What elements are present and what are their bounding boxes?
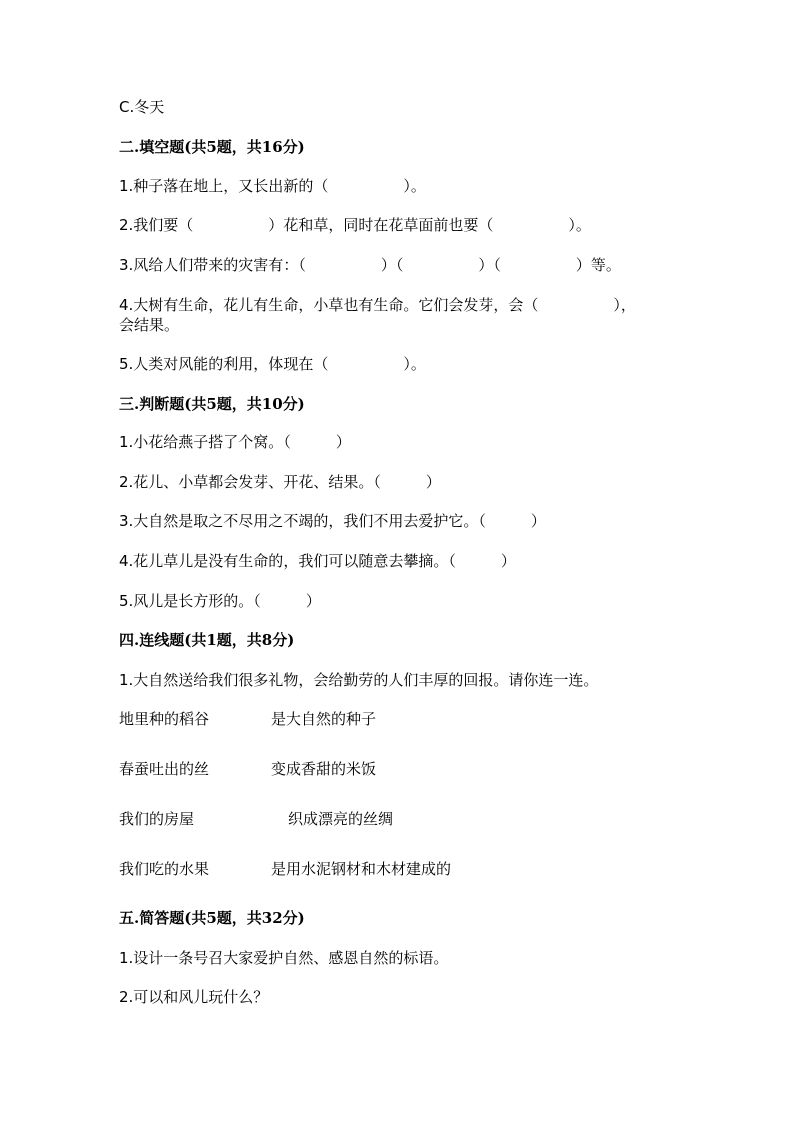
prev-option-c: C.冬天 bbox=[119, 98, 165, 116]
fill-in-question-2: 2.我们要（ ）花和草，同时在花草面前也要（ ）。 bbox=[119, 216, 591, 234]
true-false-question-2: 2.花儿、小草都会发芽、开花、结果。（ ） bbox=[119, 473, 441, 491]
matching-left-item: 我们吃的水果 bbox=[119, 860, 210, 878]
section-heading-true-false: 三.判断题(共5题，共10分) bbox=[119, 395, 305, 413]
true-false-question-3: 3.大自然是取之不尽用之不竭的，我们不用去爱护它。（ ） bbox=[119, 512, 546, 530]
matching-right-item: 是用水泥钢材和木材建成的 bbox=[271, 860, 452, 878]
fill-in-question-3: 3.风给人们带来的灾害有：（ ）（ ）（ ）等。 bbox=[119, 256, 621, 274]
true-false-question-1: 1.小花给燕子搭了个窝。（ ） bbox=[119, 433, 351, 451]
matching-question-1: 1.大自然送给我们很多礼物，会给勤劳的人们丰厚的回报。请你连一连。 bbox=[119, 671, 599, 689]
short-answer-question-1: 1.设计一条号召大家爱护自然、感恩自然的标语。 bbox=[119, 949, 449, 967]
fill-in-question-5: 5.人类对风能的利用，体现在（ ）。 bbox=[119, 355, 426, 373]
matching-left-item: 我们的房屋 bbox=[119, 810, 195, 828]
section-heading-matching: 四.连线题(共1题，共8分) bbox=[119, 631, 295, 649]
true-false-question-5: 5.风儿是长方形的。（ ） bbox=[119, 592, 321, 610]
fill-in-question-4-continued: 会结果。 bbox=[119, 316, 180, 334]
matching-left-item: 春蚕吐出的丝 bbox=[119, 760, 210, 778]
matching-right-item: 变成香甜的米饭 bbox=[271, 760, 377, 778]
matching-right-item: 是大自然的种子 bbox=[271, 710, 377, 728]
matching-left-item: 地里种的稻谷 bbox=[119, 710, 210, 728]
fill-in-question-4: 4.大树有生命，花儿有生命，小草也有生命。它们会发芽，会（ ）， bbox=[119, 296, 636, 314]
matching-right-item: 织成漂亮的丝绸 bbox=[288, 810, 394, 828]
section-heading-fill-in: 二.填空题(共5题，共16分) bbox=[119, 138, 305, 156]
short-answer-question-2: 2.可以和风儿玩什么？ bbox=[119, 988, 269, 1006]
section-heading-short-answer: 五.简答题(共5题，共32分) bbox=[119, 909, 305, 927]
fill-in-question-1: 1.种子落在地上，又长出新的（ ）。 bbox=[119, 177, 426, 195]
true-false-question-4: 4.花儿草儿是没有生命的，我们可以随意去攀摘。（ ） bbox=[119, 552, 516, 570]
